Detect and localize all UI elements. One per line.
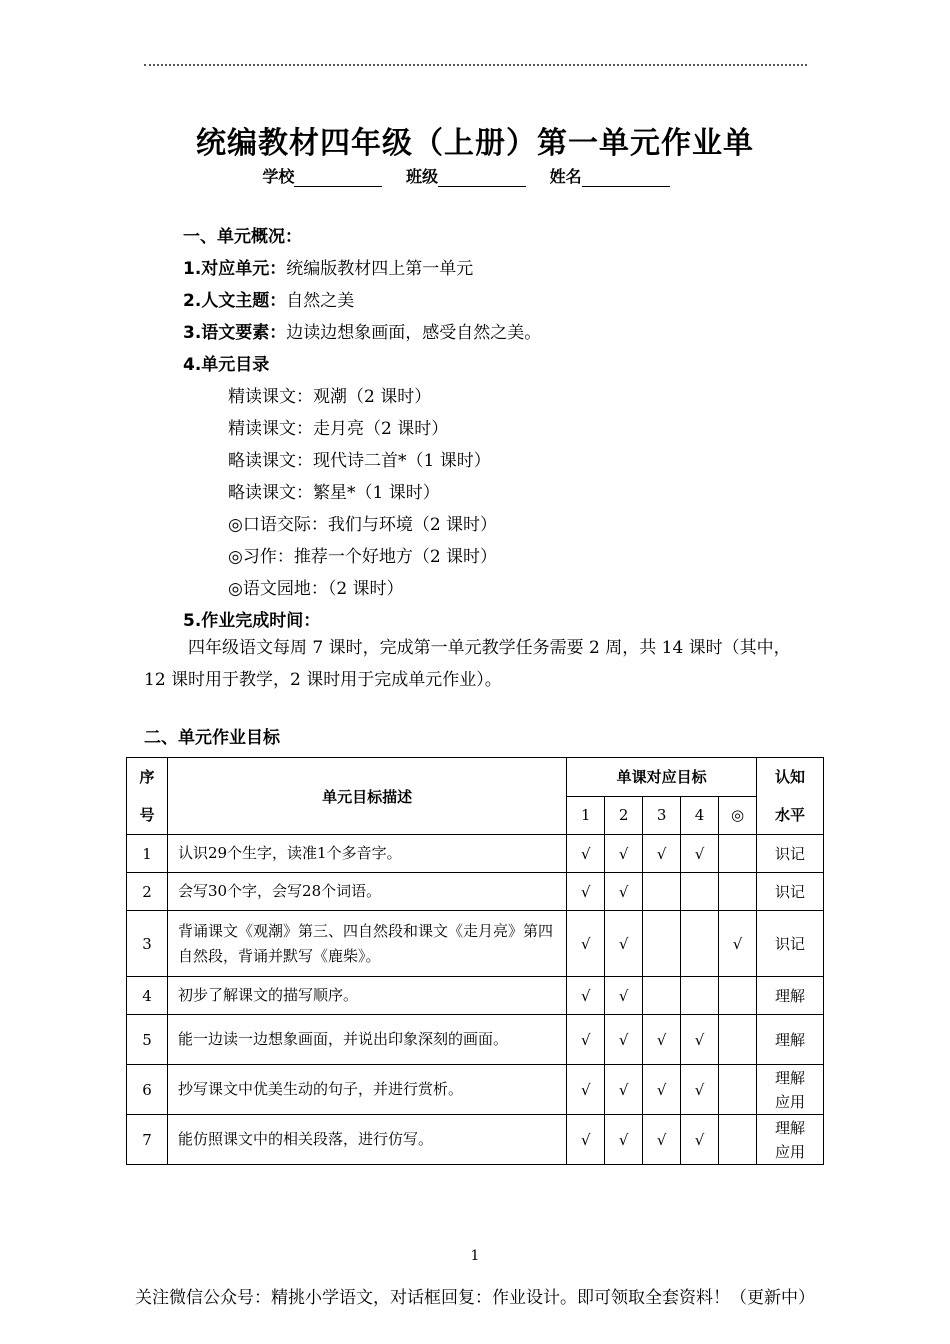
row-desc: 会写30个字，会写28个词语。 bbox=[167, 873, 566, 911]
table-row bbox=[127, 911, 824, 977]
student-info-line bbox=[0, 164, 950, 187]
row-no: 3 bbox=[127, 911, 168, 977]
row-level: 理解应用 bbox=[757, 1115, 824, 1165]
level-header bbox=[757, 758, 824, 835]
element-item-value: 边读边想象画面，感受自然之美。 bbox=[286, 323, 542, 343]
page-number: 1 bbox=[470, 1248, 480, 1264]
lessons-header: 单课对应目标 bbox=[567, 758, 757, 797]
row-mark: √ bbox=[643, 835, 681, 873]
header-dotted-rule bbox=[144, 64, 807, 66]
lesson-col-header: 1 bbox=[567, 796, 605, 835]
catalog-entry: 精读课文：走月亮（2 课时） bbox=[228, 419, 449, 439]
row-level: 识记 bbox=[757, 835, 824, 873]
name-label: 姓名 bbox=[549, 167, 582, 186]
row-mark: √ bbox=[681, 1115, 719, 1165]
row-no: 2 bbox=[127, 873, 168, 911]
row-mark: √ bbox=[643, 1065, 681, 1115]
unit-item bbox=[183, 254, 473, 279]
row-no: 6 bbox=[127, 1065, 168, 1115]
table-row bbox=[127, 835, 824, 873]
row-mark: √ bbox=[567, 835, 605, 873]
class-field[interactable] bbox=[438, 168, 526, 187]
row-mark: √ bbox=[567, 1015, 605, 1065]
element-item-label: 3.语文要素： bbox=[183, 323, 287, 343]
row-no: 4 bbox=[127, 977, 168, 1015]
goals-table bbox=[126, 757, 824, 1165]
index-header bbox=[127, 758, 168, 835]
row-desc: 能一边读一边想象画面，并说出印象深刻的画面。 bbox=[167, 1015, 566, 1065]
row-mark: √ bbox=[567, 1115, 605, 1165]
row-desc: 认识29个生字，读准1个多音字。 bbox=[167, 835, 566, 873]
row-mark bbox=[719, 1065, 757, 1115]
level-header-line1: 认知 bbox=[774, 768, 805, 786]
row-mark bbox=[681, 977, 719, 1015]
row-mark: √ bbox=[605, 977, 643, 1015]
name-field[interactable] bbox=[582, 168, 670, 187]
row-desc: 抄写课文中优美生动的句子，并进行赏析。 bbox=[167, 1065, 566, 1115]
catalog-entry: ◎语文园地：（2 课时） bbox=[228, 579, 404, 599]
catalog-entry: ◎习作：推荐一个好地方（2 课时） bbox=[228, 547, 498, 567]
table-row bbox=[127, 1065, 824, 1115]
theme-item-value: 自然之美 bbox=[286, 291, 355, 311]
table-row bbox=[127, 977, 824, 1015]
catalog-item bbox=[183, 350, 269, 375]
catalog-entry: 略读课文：现代诗二首*（1 课时） bbox=[228, 451, 491, 471]
row-mark: √ bbox=[605, 873, 643, 911]
section2-heading: 二、单元作业目标 bbox=[144, 728, 280, 748]
theme-item-label: 2.人文主题： bbox=[183, 291, 287, 311]
lesson-col-header: 3 bbox=[643, 796, 681, 835]
row-level: 理解 bbox=[757, 1015, 824, 1065]
row-mark: √ bbox=[605, 1115, 643, 1165]
row-level: 理解应用 bbox=[757, 1065, 824, 1115]
row-mark bbox=[681, 873, 719, 911]
row-mark bbox=[643, 873, 681, 911]
row-mark: √ bbox=[681, 1015, 719, 1065]
table-row bbox=[127, 1115, 824, 1165]
section1-heading: 一、单元概况： bbox=[183, 227, 302, 247]
catalog-entry: 精读课文：观潮（2 课时） bbox=[228, 387, 432, 407]
row-mark: √ bbox=[567, 911, 605, 977]
row-desc: 背诵课文《观潮》第三、四自然段和课文《走月亮》第四自然段，背诵并默写《鹿柴》。 bbox=[167, 911, 566, 977]
time-paragraph: 四年级语文每周 7 课时，完成第一单元教学任务需要 2 周，共 14 课时（其中，12 课时用于教学，2 课时用于完成单元作业）。 bbox=[144, 638, 791, 690]
row-mark: √ bbox=[681, 835, 719, 873]
row-mark: √ bbox=[643, 1115, 681, 1165]
time-item bbox=[183, 606, 320, 631]
row-mark bbox=[681, 911, 719, 977]
footer-note: 关注微信公众号：精挑小学语文，对话框回复：作业设计。即可领取全套资料！（更新中） bbox=[135, 1288, 815, 1308]
row-mark bbox=[643, 977, 681, 1015]
class-label: 班级 bbox=[405, 167, 438, 186]
row-mark: √ bbox=[605, 1015, 643, 1065]
time-item-label: 5.作业完成时间： bbox=[183, 611, 321, 631]
row-mark: √ bbox=[605, 911, 643, 977]
index-header-line1: 序 bbox=[139, 768, 155, 786]
level-header-line2: 水平 bbox=[774, 806, 805, 824]
document-title: 统编教材四年级（上册）第一单元作业单 bbox=[196, 126, 754, 161]
element-item bbox=[183, 318, 541, 343]
row-mark bbox=[643, 911, 681, 977]
row-no: 7 bbox=[127, 1115, 168, 1165]
row-mark bbox=[719, 835, 757, 873]
row-mark bbox=[719, 873, 757, 911]
index-header-line2: 号 bbox=[139, 806, 155, 824]
row-level: 理解 bbox=[757, 977, 824, 1015]
lesson-col-header: ◎ bbox=[719, 796, 757, 835]
row-mark: √ bbox=[643, 1015, 681, 1065]
row-mark bbox=[719, 1015, 757, 1065]
row-mark: √ bbox=[605, 1065, 643, 1115]
table-row bbox=[127, 1015, 824, 1065]
unit-item-label: 1.对应单元： bbox=[183, 259, 287, 279]
table-row bbox=[127, 873, 824, 911]
lesson-col-header: 4 bbox=[681, 796, 719, 835]
row-mark: √ bbox=[719, 911, 757, 977]
row-desc: 初步了解课文的描写顺序。 bbox=[167, 977, 566, 1015]
row-mark: √ bbox=[567, 1065, 605, 1115]
unit-item-value: 统编版教材四上第一单元 bbox=[286, 259, 474, 279]
catalog-entry: 略读课文：繁星*（1 课时） bbox=[228, 483, 440, 503]
row-mark: √ bbox=[605, 835, 643, 873]
lesson-col-header: 2 bbox=[605, 796, 643, 835]
row-mark: √ bbox=[567, 873, 605, 911]
theme-item bbox=[183, 286, 354, 311]
row-mark bbox=[719, 977, 757, 1015]
row-mark bbox=[719, 1115, 757, 1165]
row-level: 识记 bbox=[757, 911, 824, 977]
school-label: 学校 bbox=[262, 167, 295, 186]
row-desc: 能仿照课文中的相关段落，进行仿写。 bbox=[167, 1115, 566, 1165]
row-no: 5 bbox=[127, 1015, 168, 1065]
row-mark: √ bbox=[681, 1065, 719, 1115]
catalog-item-label: 4.单元目录 bbox=[183, 355, 270, 375]
school-field[interactable] bbox=[294, 168, 382, 187]
row-mark: √ bbox=[567, 977, 605, 1015]
row-no: 1 bbox=[127, 835, 168, 873]
row-level: 识记 bbox=[757, 873, 824, 911]
catalog-entry: ◎口语交际：我们与环境（2 课时） bbox=[228, 515, 498, 535]
desc-header: 单元目标描述 bbox=[167, 758, 566, 835]
